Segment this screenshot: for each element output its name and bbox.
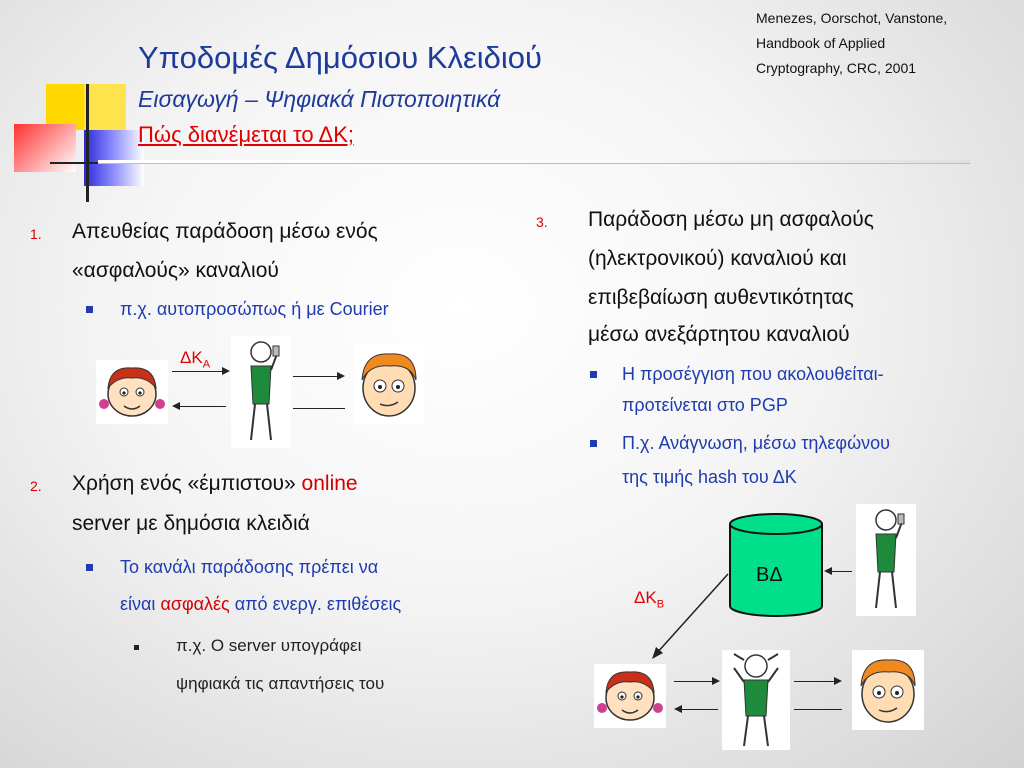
man-on-phone-icon: [856, 504, 916, 616]
item3-sub2-line2: της τιμής hash του ΔΚ: [622, 467, 797, 487]
list-number: 1.: [30, 226, 42, 242]
logo-vertical-line: [86, 84, 89, 202]
page-title: Υποδομές Δημόσιου Κλειδιού: [138, 40, 542, 75]
arrow-to-boy-bottom: [794, 681, 838, 682]
arrowhead-right: [222, 367, 230, 375]
item2-sub-line1: Το κανάλι παράδοσης πρέπει να: [120, 557, 379, 577]
item1-line2: «ασφαλούς» καναλιού: [72, 259, 279, 282]
bullet: [590, 371, 597, 378]
item2-subsub-line2: ψηφιακά τις απαντήσεις του: [176, 674, 385, 693]
blue-square: [84, 130, 144, 186]
bullet: [86, 564, 93, 571]
worried-man-icon: [722, 650, 790, 750]
list-number: 3.: [536, 214, 548, 230]
item1-sub: π.χ. αυτοπροσώπως ή με Courier: [120, 299, 389, 319]
boy-cartoon-icon: [354, 344, 424, 424]
arrow-to-girl: [180, 406, 226, 407]
arrow-db-to-girl: [648, 570, 732, 662]
return-line: [293, 408, 345, 409]
header-divider: [98, 160, 970, 163]
citation: [756, 6, 1018, 81]
citation-line: Menezes, Oorschot, Vanstone,: [756, 10, 948, 26]
item1-line1: Απευθείας παράδοση μέσω ενός: [72, 220, 378, 243]
arrow-to-phone-man: [172, 371, 226, 372]
item2-sub-line2: είναι ασφαλές από ενεργ. επιθέσεις: [120, 594, 402, 614]
public-key-a-label: $\Delta K_A$: [180, 348, 211, 371]
item3-sub2-line1: Π.χ. Ανάγνωση, μέσω τηλεφώνου: [622, 433, 891, 453]
page-subtitle: Εισαγωγή – Ψηφιακά Πιστοποιητικά: [138, 86, 501, 112]
yellow-square-light: [84, 84, 126, 132]
item3-sub1-line1: Η προσέγγιση που ακολουθείται-: [622, 364, 884, 384]
item2-line2: server με δημόσια κλειδιά: [72, 512, 310, 535]
database-label: ΒΔ: [756, 564, 783, 586]
girl-cartoon-icon: [594, 664, 666, 728]
item3-line4: μέσω ανεξάρτητου καναλιού: [588, 323, 850, 346]
bullet: [590, 440, 597, 447]
item2-subsub-line1: π.χ. Ο server υπογράφει: [176, 636, 362, 655]
bullet: [86, 306, 93, 313]
boy-cartoon-icon: [852, 650, 924, 730]
item3-sub1-line2: προτείνεται στο PGP: [622, 395, 788, 415]
arrow-to-boy: [293, 376, 341, 377]
arrowhead-left: [674, 705, 682, 713]
arrow-to-worried-man: [674, 681, 716, 682]
citation-line: Handbook of Applied: [756, 35, 886, 51]
return-line-bottom: [794, 709, 842, 710]
red-square: [14, 124, 76, 172]
citation-line: Cryptography, CRC, 2001: [756, 60, 917, 76]
man-on-phone-icon: [231, 336, 291, 448]
arrowhead-left: [172, 402, 180, 410]
page-question: Πώς διανέμεται το ΔΚ;: [138, 122, 355, 147]
item3-line2: (ηλεκτρονικού) καναλιού και: [588, 247, 847, 270]
public-key-b-label: $\Delta K_B$: [634, 588, 665, 611]
arrowhead-left: [824, 567, 832, 575]
arrow-to-girl-bottom: [682, 709, 718, 710]
arrowhead-right: [834, 677, 842, 685]
list-number: 2.: [30, 478, 42, 494]
bullet: [134, 645, 139, 650]
arrowhead-right: [712, 677, 720, 685]
item3-line1: Παράδοση μέσω μη ασφαλούς: [588, 208, 874, 231]
girl-cartoon-icon: [96, 360, 168, 424]
item3-line3: επιβεβαίωση αυθεντικότητας: [588, 286, 854, 309]
item2-line1: Χρήση ενός «έμπιστου» online: [72, 472, 358, 495]
arrowhead-right: [337, 372, 345, 380]
